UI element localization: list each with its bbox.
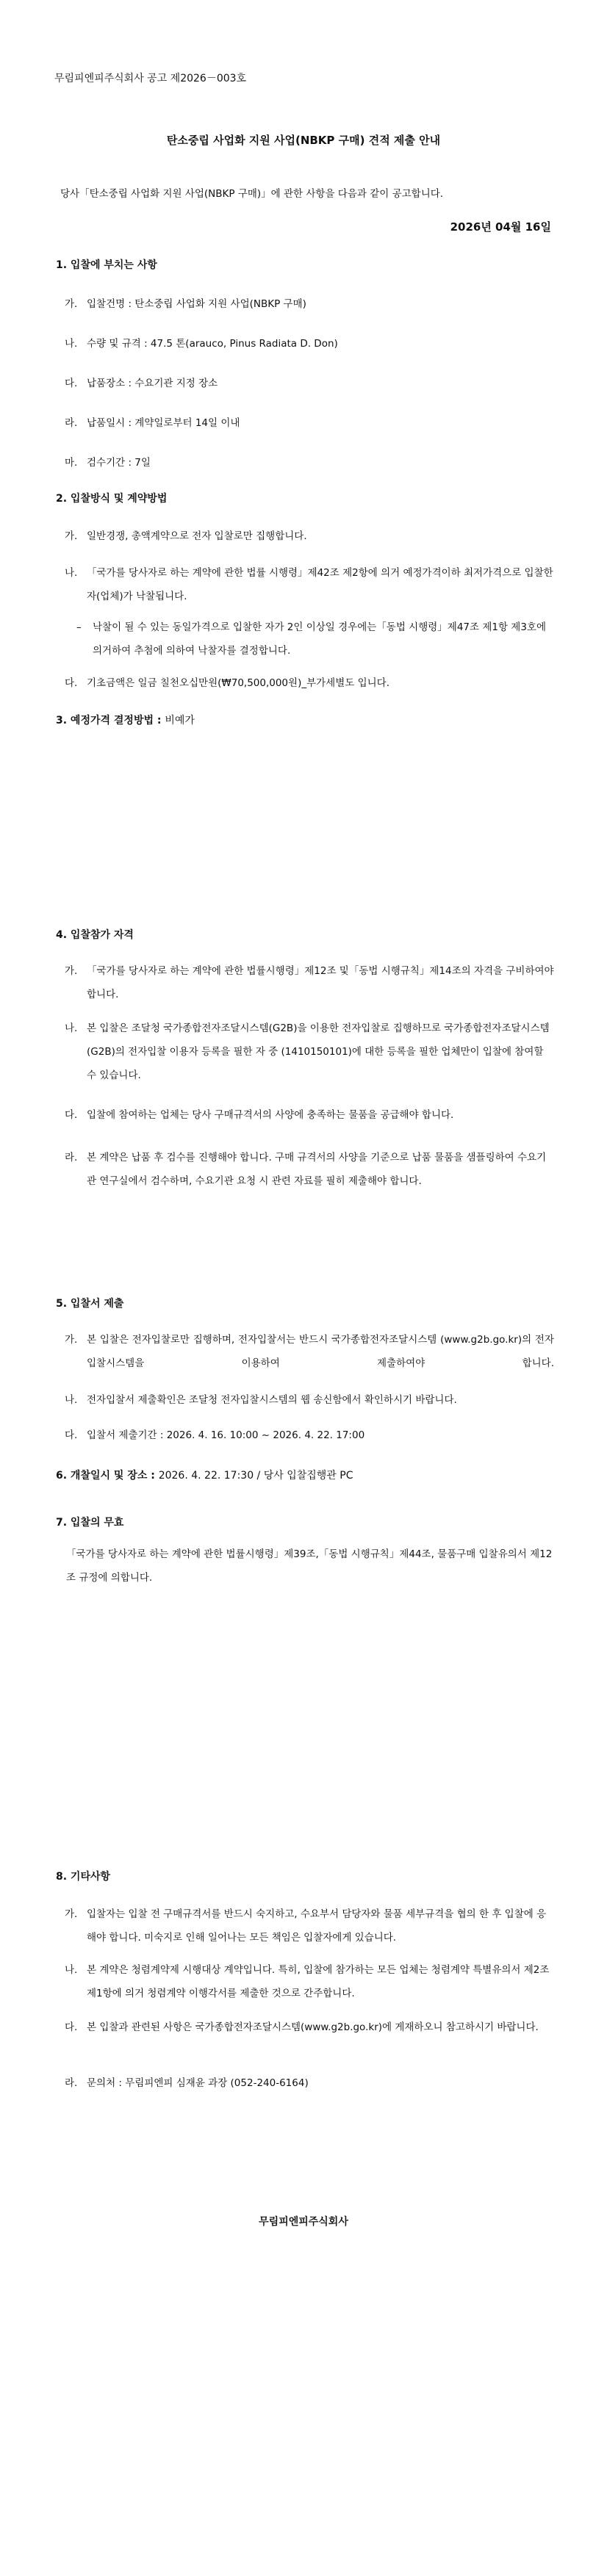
section-8-item (65, 2016, 554, 2039)
item-label: 나. (65, 1022, 78, 1034)
section-5-heading: 5. 입찰서 제출 (56, 1298, 124, 1310)
section-5-item (65, 1328, 554, 1375)
pricing-method-value: 비예가 (165, 715, 195, 726)
item-text: 본 계약은 납품 후 검수를 진행해야 합니다. 구매 규격서의 사양을 기준으로 납품 물품을 샘플링하여 수요기관 연구실에서 검수하며, 수요기관 요청 시 관련 자료를 필히 제출해야 합니다. (87, 1152, 547, 1187)
item-text: 일반경쟁, 총액계약으로 전자 입찰로만 집행합니다. (87, 530, 307, 542)
item-label: 나. (65, 1394, 78, 1406)
item-text: 기초금액은 일금 칠천오십만원(₩70,500,000원)_부가세별도 입니다. (87, 677, 389, 689)
item-text: 입찰에 참여하는 업체는 당사 구매규격서의 사양에 충족하는 물품을 공급해야 합니다. (87, 1109, 454, 1121)
section-2-item (65, 524, 554, 548)
item-label: 라. (65, 1152, 78, 1163)
section-2-item (65, 671, 554, 695)
item-label: 다. (65, 1429, 78, 1441)
section-4-item (65, 959, 554, 1006)
section-3-line (56, 712, 195, 727)
bid-opening-value: 2026. 4. 22. 17:30 / 당사 입찰집행관 PC (158, 1470, 353, 1482)
section-7-heading: 7. 입찰의 무효 (56, 1517, 124, 1529)
section-4-heading: 4. 입찰참가 자격 (56, 929, 134, 941)
item-label: 다. (65, 677, 78, 689)
item-text: 납품장소 : 수요기관 지정 장소 (87, 378, 218, 389)
section-8-item (65, 1902, 554, 1949)
section-2-subitem (76, 616, 554, 663)
item-label: 라. (65, 2077, 78, 2089)
item-label: 마. (65, 457, 78, 469)
item-label: 라. (65, 417, 78, 429)
section-8-item (65, 1958, 554, 2005)
document-title: 탄소중립 사업화 지원 사업(NBKP 구매) 견적 제출 안내 (166, 134, 441, 147)
intro-text: 당사「탄소중립 사업화 지원 사업(NBKP 구매)」에 관한 사항을 다음과 같이 공고합니다. (60, 188, 444, 200)
section-1-item (65, 451, 554, 475)
item-text: 입찰자는 입찰 전 구매규격서를 반드시 숙지하고, 수요부서 담당자와 물품 세부규격을 협의 한 후 입찰에 응해야 합니다. 미숙지로 인해 일어나는 모든 책임은 입찰자에게 있습니다. (87, 1908, 547, 1944)
section-3-heading: 3. 예정가격 결정방법 : (56, 715, 162, 726)
section-5-item (65, 1388, 554, 1412)
subitem-dash: – (76, 621, 82, 633)
item-text: 문의처 : 무림피엔피 심재윤 과장 (052-240-6164) (87, 2077, 309, 2089)
section-6-heading: 6. 개찰일시 및 장소 : (56, 1470, 155, 1482)
item-label: 다. (65, 378, 78, 389)
item-label: 가. (65, 965, 78, 977)
section-8-item (65, 2071, 554, 2095)
section-6-line (56, 1468, 353, 1482)
item-text: 「국가를 당사자로 하는 계약에 관한 법률시행령」제12조 및「동법 시행규칙」제14조의 자격을 구비하여야 합니다. (87, 965, 554, 1000)
item-label: 나. (65, 567, 78, 579)
item-text: 입찰서 제출기간 : 2026. 4. 16. 10:00 ~ 2026. 4. 22. 17:00 (87, 1429, 365, 1441)
item-text: 입찰건명 : 탄소중립 사업화 지원 사업(NBKP 구매) (87, 298, 306, 310)
item-label: 가. (65, 1908, 78, 1920)
item-text: 수량 및 규격 : 47.5 톤(arauco, Pinus Radiata D. Don) (87, 338, 338, 350)
section-8-heading: 8. 기타사항 (56, 1871, 111, 1883)
section-2-item (65, 561, 554, 608)
section-1-item (65, 372, 554, 395)
section-7-text: 「국가를 당사자로 하는 계약에 관한 법률시행령」제39조,「동법 시행규칙」제44조, 물품구매 입찰유의서 제12조 규정에 의합니다. (66, 1548, 553, 1584)
item-label: 가. (65, 1334, 78, 1346)
notice-date: 2026년 04월 16일 (450, 220, 551, 234)
item-label: 나. (65, 1964, 78, 1976)
subitem-text: 낙찰이 될 수 있는 동일가격으로 입찰한 자가 2인 이상일 경우에는「동법 시행령」제47조 제1항 제3호에 의거하여 추첨에 의하여 낙찰자를 결정합니다. (93, 621, 546, 657)
item-text: 「국가를 당사자로 하는 계약에 관한 법률 시행령」제42조 제2항에 의거 예정가격이하 최저가격으로 입찰한자(업체)가 낙찰됩니다. (87, 567, 553, 602)
item-text: 본 계약은 청렴계약제 시행대상 계약입니다. 특히, 입찰에 참가하는 모든 업체는 청렴계약 특별유의서 제2조제1항에 의거 청렴계약 이행각서를 제출한 것으로 간주합니다. (87, 1964, 550, 1999)
section-4-item (65, 1017, 554, 1087)
item-label: 다. (65, 1109, 78, 1121)
notice-number: 무림피엔피주식회사 공고 제2026－003호 (54, 73, 247, 84)
item-text: 본 입찰과 관련된 사항은 국가종합전자조달시스템(www.g2b.go.kr)에 게재하오니 참고하시기 바랍니다. (87, 2021, 539, 2033)
item-text: 본 입찰은 조달청 국가종합전자조달시스템(G2B)을 이용한 전자입찰로 집행하므로 국가종합전자조달시스템(G2B)의 전자입찰 이용자 등록을 필한 자 중 (1410150101)에 대한 등록을 필한 업체만이 입찰에 참여할 수 있습니다. (87, 1022, 550, 1081)
section-5-item (65, 1424, 554, 1447)
item-label: 다. (65, 2021, 78, 2033)
section-1-item (65, 292, 554, 316)
section-2-heading: 2. 입찰방식 및 계약방법 (56, 493, 168, 505)
section-1-item (65, 332, 554, 356)
item-text: 본 입찰은 전자입찰로만 집행하며, 전자입찰서는 반드시 국가종합전자조달시스템 (www.g2b.go.kr)의 전자입찰시스템을 이용하여 제출하여야 합니다. (87, 1334, 554, 1369)
item-text: 검수기간 : 7일 (87, 457, 151, 469)
item-label: 나. (65, 338, 78, 350)
company-signature: 무림피엔피주식회사 (259, 2216, 348, 2228)
item-label: 가. (65, 298, 78, 310)
section-1-heading: 1. 입찰에 부치는 사항 (56, 259, 157, 271)
item-label: 가. (65, 530, 78, 542)
item-text: 납품일시 : 계약일로부터 14일 이내 (87, 417, 240, 429)
section-4-item (65, 1103, 554, 1127)
section-4-item (65, 1146, 554, 1193)
section-1-item (65, 411, 554, 435)
item-text: 전자입찰서 제출확인은 조달청 전자입찰시스템의 웹 송신함에서 확인하시기 바랍니다. (87, 1394, 457, 1406)
